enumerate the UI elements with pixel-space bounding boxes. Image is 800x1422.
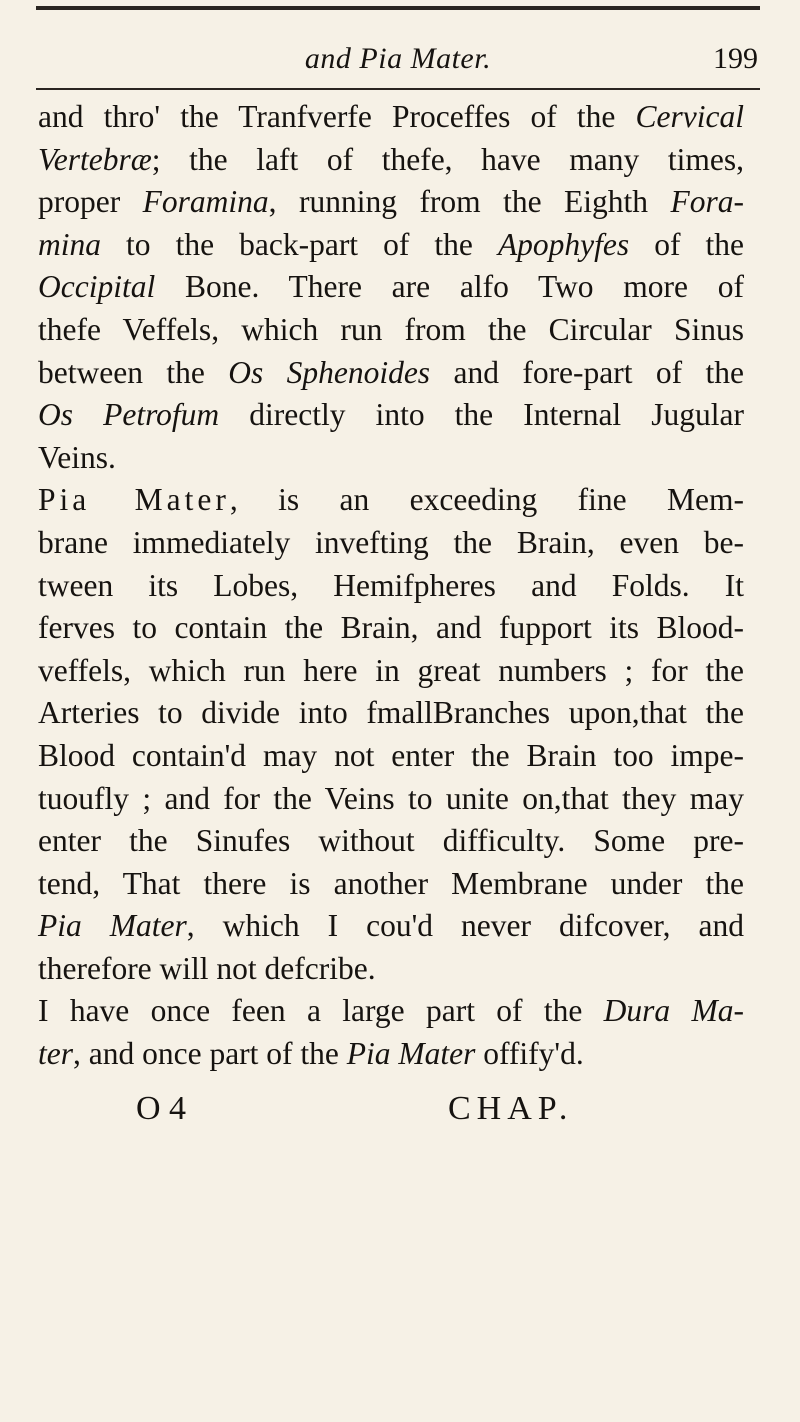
text-run: therefore will not defcribe. bbox=[38, 950, 376, 986]
section-term: Pia Mater bbox=[38, 482, 230, 518]
text-line bbox=[38, 437, 744, 480]
text-run: tween its Lobes, Hemifpheres and Folds. It bbox=[38, 567, 744, 603]
text-run: tend, That there is another Membrane under the bbox=[38, 865, 744, 901]
top-rule bbox=[36, 6, 760, 10]
text-line bbox=[38, 948, 744, 991]
text-run: offify'd. bbox=[475, 1036, 584, 1072]
text-line bbox=[38, 692, 744, 735]
text-line bbox=[38, 266, 744, 309]
italic-term: Os Petrofum bbox=[38, 397, 220, 433]
italic-term: Pia Mater bbox=[346, 1036, 476, 1072]
text-line bbox=[38, 1033, 744, 1076]
italic-term: Os Sphenoides bbox=[228, 354, 431, 390]
text-run: , and once part of the bbox=[73, 1036, 347, 1072]
text-line bbox=[38, 863, 744, 906]
italic-term: Pia Mater bbox=[38, 908, 187, 944]
text-run: , which I cou'd never difcover, and bbox=[186, 908, 744, 944]
page-number: 199 bbox=[713, 42, 758, 75]
body-text bbox=[38, 96, 744, 1076]
text-run: directly into the Internal Jugular bbox=[219, 397, 744, 433]
text-run: Bone. There are alfo Two more of bbox=[155, 269, 744, 305]
text-run: of the bbox=[629, 226, 744, 262]
text-run: proper bbox=[38, 184, 143, 220]
text-run: Veins. bbox=[38, 439, 116, 475]
text-line bbox=[38, 522, 744, 565]
italic-term: ter bbox=[38, 1036, 73, 1072]
text-line bbox=[38, 139, 744, 182]
text-run: to the back-part of the bbox=[101, 226, 498, 262]
italic-term: Dura Ma- bbox=[603, 993, 744, 1029]
italic-term: Fora- bbox=[670, 184, 744, 220]
page-footer bbox=[38, 1090, 744, 1140]
text-line bbox=[38, 394, 744, 437]
text-line bbox=[38, 224, 744, 267]
italic-term: Foramina bbox=[142, 184, 269, 220]
catchword: CHAP. bbox=[448, 1090, 574, 1127]
text-line bbox=[38, 778, 744, 821]
text-line bbox=[38, 565, 744, 608]
text-line bbox=[38, 479, 744, 522]
page-header bbox=[36, 38, 760, 90]
text-line bbox=[38, 352, 744, 395]
text-line bbox=[38, 735, 744, 778]
italic-term: Cervical bbox=[635, 99, 744, 134]
italic-term: Vertebræ bbox=[38, 141, 152, 177]
text-run: between the bbox=[38, 354, 229, 390]
text-run: ; the laft of thefe, have many times, bbox=[151, 141, 744, 177]
text-run: Arteries to divide into fmallBranches upon,that the bbox=[38, 695, 744, 731]
text-line bbox=[38, 990, 744, 1033]
text-run: , running from the Eighth bbox=[268, 184, 671, 220]
text-line bbox=[38, 607, 744, 650]
text-run: I have once feen a large part of the bbox=[38, 993, 604, 1029]
text-line bbox=[38, 181, 744, 224]
text-run: and fore-part of the bbox=[430, 354, 744, 390]
text-run: and thro' the Tranfverfe Proceffes of the bbox=[38, 99, 636, 134]
text-run: , is an exceeding fine Mem- bbox=[229, 482, 745, 518]
text-line bbox=[38, 96, 744, 139]
text-run: Blood contain'd may not enter the Brain too impe- bbox=[38, 737, 744, 773]
text-line bbox=[38, 309, 744, 352]
italic-term: Occipital bbox=[38, 269, 156, 305]
text-run: enter the Sinufes without difficulty. Some pre- bbox=[38, 823, 744, 859]
text-run: veffels, which run here in great numbers ; for the bbox=[38, 652, 744, 688]
italic-term: mina bbox=[38, 226, 101, 262]
text-line bbox=[38, 650, 744, 693]
text-line bbox=[38, 820, 744, 863]
signature-mark: O 4 bbox=[136, 1090, 187, 1127]
text-run: tuoufly ; and for the Veins to unite on,that they may bbox=[38, 780, 744, 816]
italic-term: Apophyfes bbox=[497, 226, 630, 262]
text-run: brane immediately invefting the Brain, even be- bbox=[38, 524, 744, 560]
text-line bbox=[38, 905, 744, 948]
running-head: and Pia Mater. bbox=[304, 42, 492, 75]
text-run: thefe Veffels, which run from the Circular Sinus bbox=[38, 311, 744, 347]
text-run: ferves to contain the Brain, and fupport its Blood- bbox=[38, 610, 744, 646]
